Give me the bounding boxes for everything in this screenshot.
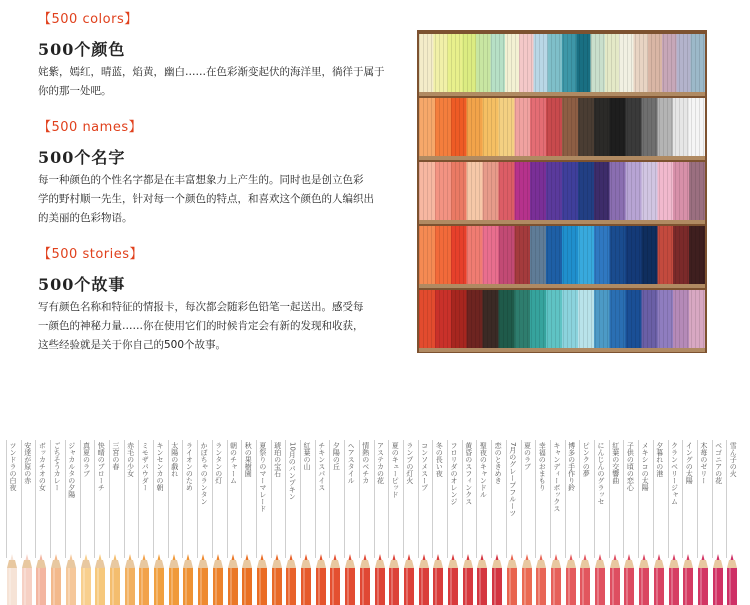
- pencil-icon: [653, 550, 665, 605]
- color-name-card: [682, 440, 695, 558]
- pencil-icon: [124, 550, 136, 605]
- color-name-card: [271, 440, 284, 558]
- pencil-item: [227, 440, 239, 605]
- body-line: 这些经验就是关于你自己的500个故事。: [38, 339, 227, 351]
- color-name-card: [403, 440, 416, 558]
- pencil-icon: [300, 550, 312, 605]
- pencil-icon: [6, 550, 18, 605]
- pencil-item: [579, 440, 591, 605]
- color-name-label: ジャカルタの夕陽: [67, 442, 76, 498]
- color-name-card: [668, 440, 681, 558]
- color-name-label: 恋のときめき: [494, 442, 503, 484]
- pencil-icon: [212, 550, 224, 605]
- pencil-item: [550, 440, 562, 605]
- pencil-icon: [285, 550, 297, 605]
- color-name-label: 木苺のゼリー: [699, 442, 708, 484]
- pencil-item: [594, 440, 606, 605]
- pencil-tray-row: [419, 226, 705, 284]
- pencil-icon: [94, 550, 106, 605]
- pencil-item: [300, 440, 312, 605]
- pencil-item: [418, 440, 430, 605]
- pencil-icon: [565, 550, 577, 605]
- pencil-item: [638, 440, 650, 605]
- pencil-icon: [227, 550, 239, 605]
- pencil-item: [521, 440, 533, 605]
- pencil-item: [374, 440, 386, 605]
- color-name-card: [124, 440, 137, 558]
- pencil-item: [212, 440, 224, 605]
- color-name-label: にんじんのグラッセ: [597, 442, 605, 505]
- pencil-icon: [374, 550, 386, 605]
- pencil-item: [726, 440, 738, 605]
- pencil-item: [535, 440, 547, 605]
- color-name-card: [6, 440, 19, 558]
- color-name-card: [94, 440, 107, 558]
- color-name-card: [227, 440, 240, 558]
- color-name-label: 幸福のおまもり: [538, 442, 547, 491]
- pencil-item: [182, 440, 194, 605]
- tray-shelf: [419, 220, 705, 224]
- section-title: 500个名字: [38, 148, 126, 167]
- pencil-item: [271, 440, 283, 605]
- color-name-label: 子供の頃の恋心: [626, 442, 635, 491]
- pencil-icon: [329, 550, 341, 605]
- pencil-icon: [35, 550, 47, 605]
- pencil-item: [668, 440, 680, 605]
- color-name-card: [80, 440, 93, 558]
- color-name-card: [579, 440, 592, 558]
- section-body: [38, 298, 388, 355]
- pencil-item: [138, 440, 150, 605]
- section-names: [38, 116, 388, 228]
- color-name-card: [241, 440, 254, 558]
- pencil-icon: [550, 550, 562, 605]
- pencil-icon: [344, 550, 356, 605]
- tray-shelf: [419, 348, 705, 352]
- color-name-label: ツンドラの白夜: [9, 442, 17, 491]
- color-name-label: 黄昏のスフィンクス: [464, 442, 473, 505]
- color-name-card: [697, 440, 710, 558]
- color-name-label: 朝のチャーム: [229, 442, 238, 484]
- color-name-card: [726, 440, 739, 558]
- pencil-tray-row: [419, 290, 705, 348]
- pencil-icon: [315, 550, 327, 605]
- pencil-icon: [623, 550, 635, 605]
- color-name-card: [256, 440, 269, 558]
- pencil-item: [432, 440, 444, 605]
- pencil-icon: [712, 550, 724, 605]
- section-tag: 【500 names】: [38, 120, 143, 135]
- pencil-icon: [726, 550, 738, 605]
- tray-shelf: [419, 92, 705, 96]
- color-name-card: [35, 440, 48, 558]
- color-name-label: ごちそうカレー: [53, 442, 62, 491]
- color-name-label: 博多の手作り鈴: [567, 442, 576, 491]
- color-name-label: ミモザパウダー: [141, 442, 150, 491]
- pencil-item: [109, 440, 121, 605]
- pencil-icon: [609, 550, 621, 605]
- pencil-icon: [241, 550, 253, 605]
- section-body: [38, 171, 388, 228]
- color-name-label: 冬の長い夜: [435, 442, 444, 477]
- tray-shelf: [419, 156, 705, 160]
- pencil-icon: [182, 550, 194, 605]
- color-name-label: 夕暮れの港: [655, 442, 664, 477]
- pencil-item: [476, 440, 488, 605]
- pencil-item: [256, 440, 268, 605]
- color-name-label: ベゴニアの花: [714, 442, 723, 484]
- color-name-card: [329, 440, 342, 558]
- color-name-card: [65, 440, 78, 558]
- color-name-label: チキンスパイス: [317, 442, 326, 491]
- pencil-item: [35, 440, 47, 605]
- color-name-label: ピンクの夢: [582, 442, 591, 477]
- color-name-card: [462, 440, 475, 558]
- pencil-item: [653, 440, 665, 605]
- pencil-item: [712, 440, 724, 605]
- color-name-label: ライオンのため: [185, 442, 194, 491]
- color-name-label: 快晴のブローチ: [97, 442, 106, 491]
- color-name-card: [623, 440, 636, 558]
- color-name-label: 真夏のラブ: [82, 442, 91, 477]
- pencil-icon: [403, 550, 415, 605]
- color-name-label: キンセンカの朝: [156, 442, 164, 491]
- color-name-label: 紅葉の交響曲: [611, 442, 620, 484]
- color-name-label: 夏祭りのマーマレード: [258, 442, 267, 512]
- pencil-icon: [594, 550, 606, 605]
- color-name-label: ヘアスタイル: [347, 442, 356, 484]
- color-name-card: [476, 440, 489, 558]
- color-name-card: [300, 440, 313, 558]
- pencil-icon: [359, 550, 371, 605]
- color-name-label: メキシコの太陽: [641, 442, 650, 491]
- color-name-label: 聖夜のキャンドル: [479, 442, 488, 498]
- pencil-item: [565, 440, 577, 605]
- color-name-card: [594, 440, 607, 558]
- section-colors: [38, 8, 388, 101]
- pencil-icon: [168, 550, 180, 605]
- pencil-icon: [271, 550, 283, 605]
- pencil-icon: [21, 550, 33, 605]
- pencil-icon: [521, 550, 533, 605]
- color-name-label: フロリダのオレンジ: [450, 442, 458, 505]
- pencil-item: [403, 440, 415, 605]
- pencil-item: [94, 440, 106, 605]
- color-name-label: ボッカチオの女: [38, 442, 47, 491]
- color-name-label: キャンディーボックス: [552, 442, 561, 512]
- pencil-item: [315, 440, 327, 605]
- section-body: [38, 63, 388, 101]
- pencil-tray-row: [419, 98, 705, 156]
- color-name-label: 赤毛の少女: [126, 442, 135, 477]
- pencil-tray-row: [419, 34, 705, 92]
- color-name-label: かぼちゃのランタン: [200, 442, 209, 505]
- pencil-item: [285, 440, 297, 605]
- color-name-label: ランタンの灯: [214, 442, 223, 484]
- color-name-card: [21, 440, 34, 558]
- body-line: 你的那一处吧。: [38, 85, 112, 97]
- pencil-item: [50, 440, 62, 605]
- pencil-icon: [109, 550, 121, 605]
- color-name-card: [535, 440, 548, 558]
- color-name-card: [344, 440, 357, 558]
- color-name-card: [418, 440, 431, 558]
- color-name-card: [506, 440, 519, 558]
- pencil-icon: [506, 550, 518, 605]
- body-line: 学的野村顺一先生，针对每一个颜色的特点，和喜欢这个颜色的人编织出: [38, 193, 374, 205]
- color-name-card: [315, 440, 328, 558]
- pencil-icon: [462, 550, 474, 605]
- section-title: 500个颜色: [38, 40, 126, 59]
- color-name-card: [388, 440, 401, 558]
- pencil-item: [491, 440, 503, 605]
- pencil-icon: [256, 550, 268, 605]
- color-name-label: 三宮の春: [111, 442, 120, 470]
- color-name-card: [359, 440, 372, 558]
- pencil-icon: [697, 550, 709, 605]
- pencil-icon: [138, 550, 150, 605]
- pencil-item: [153, 440, 165, 605]
- pencil-item: [447, 440, 459, 605]
- color-name-card: [374, 440, 387, 558]
- color-name-card: [712, 440, 725, 558]
- color-name-card: [491, 440, 504, 558]
- pencil-item: [21, 440, 33, 605]
- pencil-icon: [432, 550, 444, 605]
- color-name-card: [609, 440, 622, 558]
- pencil-item: [388, 440, 400, 605]
- pencil-icon: [491, 550, 503, 605]
- color-name-card: [432, 440, 445, 558]
- tray-shelf: [419, 284, 705, 288]
- color-name-label: 琥珀の宝石: [273, 442, 282, 477]
- pencil-icon: [65, 550, 77, 605]
- pencil-item: [124, 440, 136, 605]
- pencil-tray-photo: [417, 30, 707, 353]
- color-name-label: 雪ん子の火: [729, 442, 738, 477]
- color-name-card: [653, 440, 666, 558]
- pencil-item: [609, 440, 621, 605]
- pencil-icon: [418, 550, 430, 605]
- color-name-label: 10月のパンプキン: [288, 442, 297, 500]
- pencil-icon: [535, 550, 547, 605]
- section-stories: [38, 243, 388, 355]
- pencil-tray-row: [419, 162, 705, 220]
- pencil-item: [462, 440, 474, 605]
- color-name-label: アステカの花: [376, 442, 385, 484]
- color-name-card: [212, 440, 225, 558]
- body-line: 一颜色的神秘力量……你在使用它们的时候肯定会有新的发现和收获，: [38, 320, 364, 332]
- pencil-icon: [476, 550, 488, 605]
- color-name-card: [550, 440, 563, 558]
- color-name-label: 夏のキューピッド: [391, 442, 400, 498]
- pencil-item: [506, 440, 518, 605]
- color-name-label: ランプの灯火: [405, 442, 414, 484]
- color-name-label: コンソメスープ: [420, 442, 429, 491]
- pencil-icon: [579, 550, 591, 605]
- pencil-item: [241, 440, 253, 605]
- pencil-icon: [668, 550, 680, 605]
- color-name-card: [285, 440, 298, 558]
- pencil-item: [329, 440, 341, 605]
- pencil-icon: [153, 550, 165, 605]
- color-name-label: 太陽の戯れ: [170, 442, 179, 477]
- section-title: 500个故事: [38, 275, 126, 294]
- pencil-icon: [50, 550, 62, 605]
- color-name-label: 7月のグレープフルーツ: [508, 442, 517, 517]
- color-name-card: [565, 440, 578, 558]
- section-tag: 【500 colors】: [38, 12, 138, 27]
- pencil-item: [6, 440, 18, 605]
- color-name-card: [138, 440, 151, 558]
- pencil-icon: [447, 550, 459, 605]
- section-tag: 【500 stories】: [38, 247, 143, 262]
- color-name-label: 安達が原の赤: [23, 442, 32, 484]
- color-name-card: [521, 440, 534, 558]
- color-name-card: [109, 440, 122, 558]
- body-line: 的美丽的色彩物语。: [38, 212, 133, 224]
- pencil-item: [359, 440, 371, 605]
- color-name-card: [447, 440, 460, 558]
- pencil-item: [344, 440, 356, 605]
- pencil-item: [623, 440, 635, 605]
- color-name-label: 秋の果樹園: [244, 442, 253, 477]
- color-name-card: [197, 440, 210, 558]
- pencil-item: [697, 440, 709, 605]
- color-name-card: [153, 440, 166, 558]
- color-name-card: [168, 440, 181, 558]
- color-name-label: 紅葉の山: [303, 442, 311, 470]
- color-name-label: イングの太陽: [685, 442, 694, 484]
- pencil-icon: [638, 550, 650, 605]
- color-name-card: [638, 440, 651, 558]
- pencil-item: [65, 440, 77, 605]
- pencil-item: [168, 440, 180, 605]
- pencil-icon: [682, 550, 694, 605]
- color-name-label: 情熱のベチカ: [361, 442, 370, 484]
- color-name-card: [182, 440, 195, 558]
- body-line: 写有颜色名称和特征的情报卡，每次都会随彩色铅笔一起送出。感受每: [38, 301, 364, 313]
- body-line: 姹紫，嫣红，晴蓝，焰黄，幽白……在色彩渐变起伏的海洋里，徜徉于属于: [38, 66, 385, 78]
- color-name-label: 夏のラブ: [523, 442, 532, 470]
- color-name-label: 夕陽の丘: [332, 442, 341, 470]
- pencil-icon: [80, 550, 92, 605]
- pencil-item: [80, 440, 92, 605]
- pencil-icon: [388, 550, 400, 605]
- color-name-label: クランベリージャム: [670, 442, 679, 505]
- pencil-item: [682, 440, 694, 605]
- body-line: 每一种颜色的个性名字都是在丰富想象力上产生的。同时也是创立色彩: [38, 174, 364, 186]
- pencil-icon: [197, 550, 209, 605]
- pencil-item: [197, 440, 209, 605]
- color-name-card: [50, 440, 63, 558]
- pencil-strip: [0, 440, 750, 605]
